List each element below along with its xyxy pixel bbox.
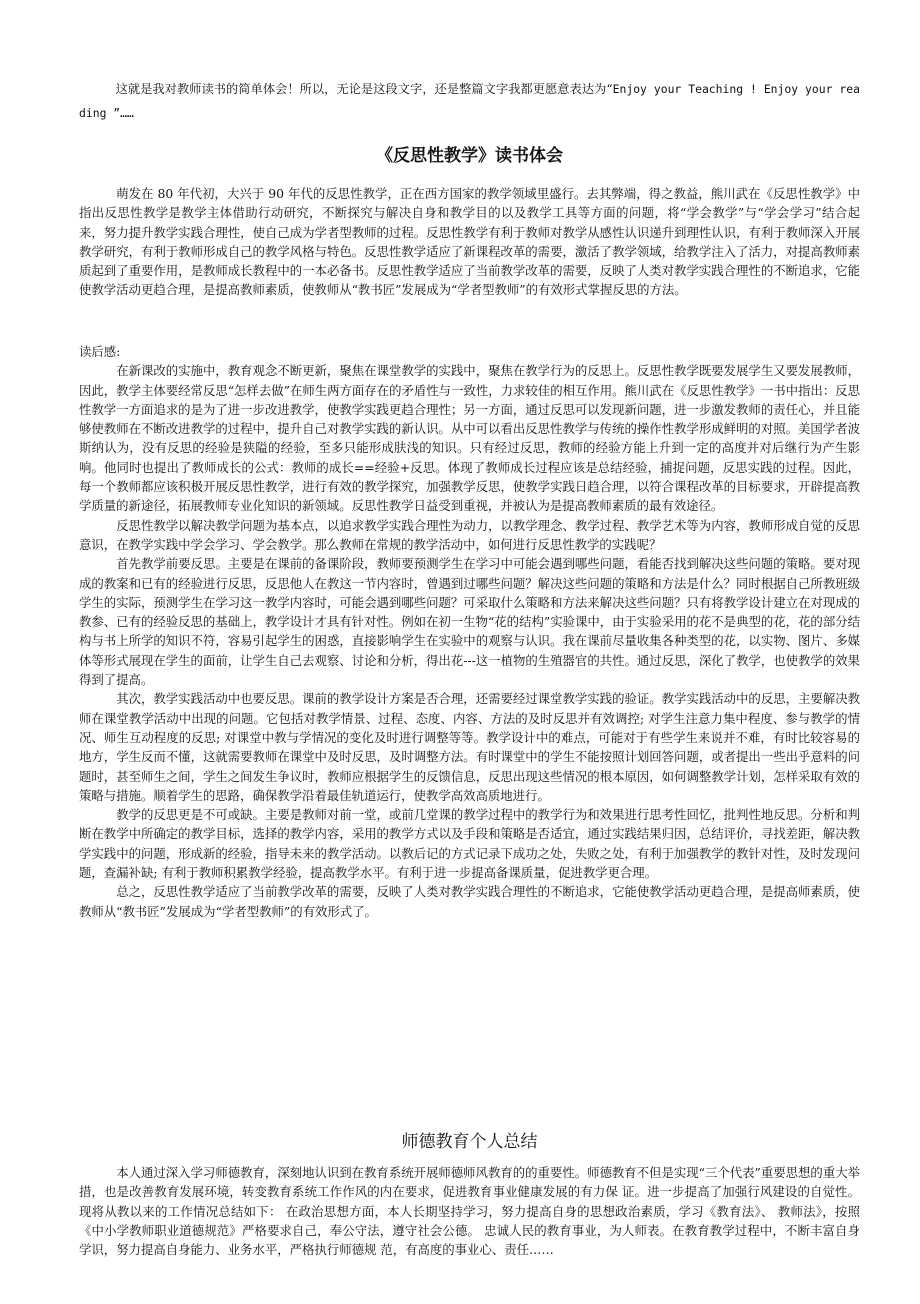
- reading-notes-paragraph-4: 其次，教学实践活动中也要反思。课前的教学设计方案是否合理，还需要经过课堂教学实践的验证。教学实践活动中的反思，主要解决教师在课堂教学活动中出现的问题。它包括对教学情景、过程、态度、内容、方法的及时反思并有效调控; 对学生注意力集中程度、参与教学的情况、师生互动程度的反思; 对课堂中教与学情况的变化及时进行调整等等。教学设计中的难点，可能对于有些学生来说并不难，有时比较容易的地方，学生反而不懂，这就需要教师在课堂中及时反思，及时调整方法。有时课堂中的学生不能按照计划回答问题，或者提出一些出乎意料的问题时，甚至师生之间，学生之间发生争议时，教师应根据学生的反馈信息，反思出现这些情况的根本原因，如何调整教学计划，怎样采取有效的策略与措施。顺着学生的思路，确保教学沿着最佳轨道运行，使教学高效高质地进行。: [79, 691, 860, 803]
- article2-body: [79, 1163, 860, 1259]
- article1-title: 《反思性教学》读书体会: [376, 146, 563, 166]
- article1-body: [79, 184, 860, 300]
- intro-text-cn: 这就是我对教师读书的简单体会！所以，无论是这段文字，还是整篇文字我都更愿意表达为“: [115, 82, 613, 96]
- article1-paragraph: 萌发在 80 年代初，大兴于 90 年代的反思性教学，正在西方国家的教学领域里盛行。去其弊端，得之教益，熊川武在《反思性教学》中指出反思性教学是教学主体借助行动研究，不断探究与解决自身和教学目的以及教学工具等方面的问题，将“学会教学”与“学会学习”结合起来，努力提升教学实践合理性，使自己成为学者型教师的过程。反思性教学有利于教师对教学从感性认识递升到理性认识，有利于教师深入开展教学研究，有利于教师形成自己的教学风格与特色。反思性教学适应了新课程改革的需要，激活了教学领域，给教学注入了活力，对提高教师素质起到了重要作用，是教师成长教程中的一本必备书。反思性教学适应了当前教学改革的需要，反映了人类对教学实践合理性的不断追求，它能使教学活动更趋合理，是提高教师素质，使教师从“教书匠”发展成为“学者型教师”的有效形式掌握反思的方法。: [79, 186, 860, 298]
- reading-notes-label: 读后感:: [79, 344, 121, 359]
- reading-notes-paragraph-6: 总之，反思性教学适应了当前教学改革的需要，反映了人类对教学实践合理性的不断追求，它能使教学活动更趋合理，是提高师素质，使教师从“教书匠”发展成为“学者型教师”的有效形式了。: [79, 884, 860, 919]
- article2-paragraph: 本人通过深入学习师德教育，深刻地认识到在教育系统开展师德师风教育的的重要性。师德教育不但是实现“三个代表”重要思想的重大举措，也是改善教育发展环境，转变教育系统工作作风的内在要求，促进教育事业健康发展的有力保 证。进一步提高了加强行风建设的自觉性。 现将从教以来的工作情况总结如下： 在政治思想方面，本人长期坚持学习，努力提高自身的思想政治素质，学习《教育法》、 教师法》，按照《中小学教师职业道德规范》严格要求自己，奉公守法，遵守社会公德。 忠诚人民的教育事业，为人师表。在教育教学过程中，不断丰富自身学识，努力提高自身能力、业务水平，严格执行师德规 范，有高度的事业心、责任……: [79, 1165, 860, 1258]
- reading-notes-paragraph-1: 在新课改的实施中，教育观念不断更新，聚焦在课堂教学的实践中，聚焦在教学行为的反思上。反思性教学既要发展学生又要发展教师，因此，教学主体要经常反思“怎样去做”在师生两方面存在的矛盾性与一致性，力求较佳的相互作用。熊川武在《反思性教学》一书中指出：反思性教学一方面追求的是为了进一步改进教学，使教学实践更趋合理性；另一方面，通过反思可以发现新问题，进一步激发教师的责任心，并且能够使教师在不断改进教学的过程中，提升自己对教学实践的新认识。从中可以看出反思性教学与传统的操作性教学形成鲜明的对照。美国学者波斯纳认为，没有反思的经验是狭隘的经验，至多只能形成肤浅的知识。只有经过反思，教师的经验方能上升到一定的高度并对后继行为产生影响。他同时也提出了教师成长的公式：教师的成长==经验+反思。体现了教师成长过程应该是总结经验，捕捉问题，反思实践的过程。因此，每一个教师都应该积极开展反思性教学，进行有效的教学探究，加强教学反思，使教学实践日趋合理，以符合课程改革的目标要求，开辟提高教学质量的新途径，拓展教师专业化知识的新领域。反思性教学日益受到重视，并被认为是提高教师素质的最有效途径。: [79, 363, 860, 514]
- intro-paragraph: [79, 77, 860, 125]
- reading-notes-paragraph-5: 教学的反思更是不可或缺。主要是教师对前一堂，或前几堂课的教学过程中的教学行为和效果进行思考性回忆，批判性地反思。分析和判断在教学中所确定的教学目标，选择的教学内容，采用的教学方式以及手段和策略是否适宜，通过实践结果归因，总结评价，寻找差距，解决教学实践中的问题，形成新的经验，指导未来的教学活动。以教后记的方式记录下成功之处，失败之处，有利于加强教学的教针对性，及时发现问题，查漏补缺; 有利于教师积累教学经验，提高教学水平。有利于进一步提高备课质量，促进教学更合理。: [79, 807, 860, 881]
- intro-text-en: Enjoy your Teaching ! Enjoy your reading ”……: [79, 82, 860, 120]
- reading-notes-section: [79, 342, 860, 921]
- article2-title: 师德教育个人总结: [401, 1132, 538, 1152]
- reading-notes-paragraph-2: 反思性教学以解决教学问题为基本点，以追求教学实践合理性为动力，以教学理念、教学过程、教学艺术等为内容，教师形成自觉的反思意识，在教学实践中学会学习、学会教学。那么教师在常规的教学活动中，如何进行反思性教学的实践呢？: [79, 517, 860, 552]
- reading-notes-paragraph-3: 首先教学前要反思。主要是在课前的备课阶段，教师要预测学生在学习中可能会遇到哪些问题，看能否找到解决这些问题的策略。要对现成的教案和已有的经验进行反思，反思他人在教这一节内容时，曾遇到过哪些问题？解决这些问题的策略和方法是什么？同时根据自己所教班级学生的实际，预测学生在学习这一教学内容时，可能会遇到哪些问题？可采取什么策略和方法来解决这些问题？只有将教学设计建立在对现成的教参、已有的经验反思的基础上，教学设计才具有针对性。例如在初一生物“花的结构”实验课中，由于实验采用的花不是典型的花，花的部分结构与书上所学的知识不符，容易引起学生的困惑，直接影响学生在实验中的观察与认识。我在课前尽量收集各种类型的花，以实物、图片、多媒体等形式展现在学生的面前，让学生自己去观察、讨论和分析，得出花---这一植物的生殖器官的共性。通过反思，深化了教学，也使教学的效果得到了提高。: [79, 556, 860, 688]
